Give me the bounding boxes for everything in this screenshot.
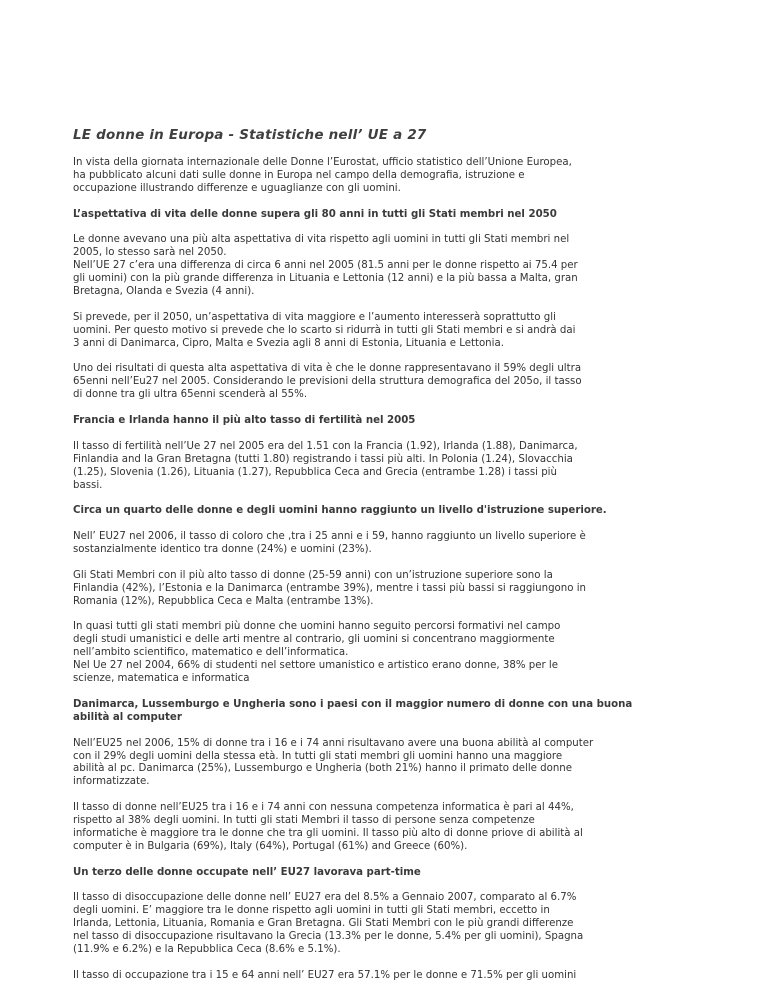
paragraph-part-time-1: Il tasso di disoccupazione delle donne nell’ EU27 era del 8.5% a Gennaio 2007, comparato al 6.7% degli uomini. E’ maggiore tra le donne rispetto agli uomini in tutti gli Stati membri, eccetto in Irlanda, Lettonia, Lituania, Romania e Gran Bretagna. Gli Stati Membri con le più grandi differenze nel tasso di disoccupazione risultavano la Grecia (13.3% per le donne, 5.4% per gli uomini), Spagna (11.9% e 6.2%) e la Repubblica Ceca (8.6% e 5.1%). — [73, 892, 584, 956]
section-heading-computer-skills: Danimarca, Lussemburgo e Ungheria sono i paesi con il maggior numero di donne con una buona abilità al computer — [73, 698, 633, 723]
paragraph-life-expectancy-3: Uno dei risultati di questa alta aspettativa di vita è che le donne rappresentavano il 59% degli ultra 65enni nell’Eu27 nel 2005. Considerando le previsioni della struttura demografica del 205o, il tasso di donne tra gli ultra 65enni scenderà al 55%. — [73, 363, 582, 401]
section-heading-fertility: Francia e Irlanda hanno il più alto tasso di fertilità nel 2005 — [73, 415, 416, 427]
paragraph-life-expectancy-2: Si prevede, per il 2050, un’aspettativa di vita maggiore e l’aumento interesserà soprattutto gli uomini. Per questo motivo si prevede che lo scarto si ridurrà in tutti gli Stati membri e si andrà dai 3 anni di Danimarca, Cipro, Malta e Svezia agli 8 anni di Estonia, Lituania e Lettonia. — [73, 311, 576, 349]
paragraph-computer-skills-2: Il tasso di donne nell’EU25 tra i 16 e i 74 anni con nessuna competenza informatica è pari al 44%, rispetto al 38% degli uomini. In tutti gli stati Membri il tasso di persone senza competenze informatiche è maggiore tra le donne che tra gli uomini. Il tasso più alto di donne priove di abilità al computer è in Bulgaria (69%), Italy (64%), Portugal (61%) and Greece (60%). — [73, 802, 583, 852]
paragraph-life-expectancy-1: Le donne avevano una più alta aspettativa di vita rispetto agli uomini in tutti gli Stati membri nel 2005, lo stesso sarà nel 2050. Nell’UE 27 c’era una differenza di circa 6 anni nel 2005 (81.5 anni per le donne rispetto ai 75.4 per gli uomini) con la più grande differenza in Lituania e Lettonia (12 anni) e la più bassa a Malta, gran Bretagna, Olanda e Svezia (4 anni). — [73, 234, 578, 298]
section-heading-life-expectancy: L’aspettativa di vita delle donne supera gli 80 anni in tutti gli Stati membri nel 2050 — [73, 208, 557, 220]
paragraph-computer-skills-1: Nell’EU25 nel 2006, 15% di donne tra i 16 e i 74 anni risultavano avere una buona abilità al computer con il 29% degli uomini della stessa età. In tutti gli stati membri gli uomini hanno una maggiore abilità al pc. Danimarca (25%), Lussemburgo e Ungheria (both 21%) hanno il primato delle donne informatizzate. — [73, 737, 594, 788]
paragraph-education-1: Nell’ EU27 nel 2006, il tasso di coloro che ,tra i 25 anni e i 59, hanno raggiunto un livello superiore è sostanzialmente identico tra donne (24%) e uomini (23%). — [73, 531, 586, 556]
section-heading-part-time: Un terzo delle donne occupate nell’ EU27 lavorava part-time — [73, 866, 421, 878]
intro-paragraph: In vista della giornata internazionale delle Donne l’Eurostat, ufficio statistico dell’Unione Europea, ha pubblicato alcuni dati sulle donne in Europa nel campo della demografia, istruzione e occupazione illustrando differenze e uguaglianze con gli uomini. — [73, 157, 572, 194]
paragraph-education-3: In quasi tutti gli stati membri più donne che uomini hanno seguito percorsi formativi nel campo degli studi umanistici e delle arti mentre al contrario, gli uomini si concentrano maggiormente nell’ambito scientifico, matematico e dell’informatica. Nel Ue 27 nel 2004, 66% di studenti nel settore umanistico e artistico erano donne, 38% per le scienze, matematica e informatica — [73, 621, 561, 685]
paragraph-fertility: Il tasso di fertilità nell’Ue 27 nel 2005 era del 1.51 con la Francia (1.92), Irlanda (1.88), Danimarca, Finlandia and la Gran Bretagna (tutti 1.80) registrando i tassi più alti. In Polonia (1.24), Slovacchia (1.25), Slovenia (1.26), Lituania (1.27), Repubblica Ceca and Grecia (entrambe 1.28) i tassi più bassi. — [73, 440, 578, 491]
document-title: LE donne in Europa - Statistiche nell’ UE a 27 — [73, 127, 427, 143]
section-heading-education: Circa un quarto delle donne e degli uomini hanno raggiunto un livello d'istruzione superiore. — [73, 505, 607, 517]
paragraph-part-time-2: Il tasso di occupazione tra i 15 e 64 anni nell’ EU27 era 57.1% per le donne e 71.5% per gli uomini — [73, 969, 577, 981]
paragraph-education-2: Gli Stati Membri con il più alto tasso di donne (25-59 anni) con un’istruzione superiore sono la Finlandia (42%), l’Estonia e la Danimarca (entrambe 39%), mentre i tassi più bassi si raggiungono in Romania (12%), Repubblica Ceca e Malta (entrambe 13%). — [73, 569, 586, 607]
document-page — [73, 127, 701, 996]
